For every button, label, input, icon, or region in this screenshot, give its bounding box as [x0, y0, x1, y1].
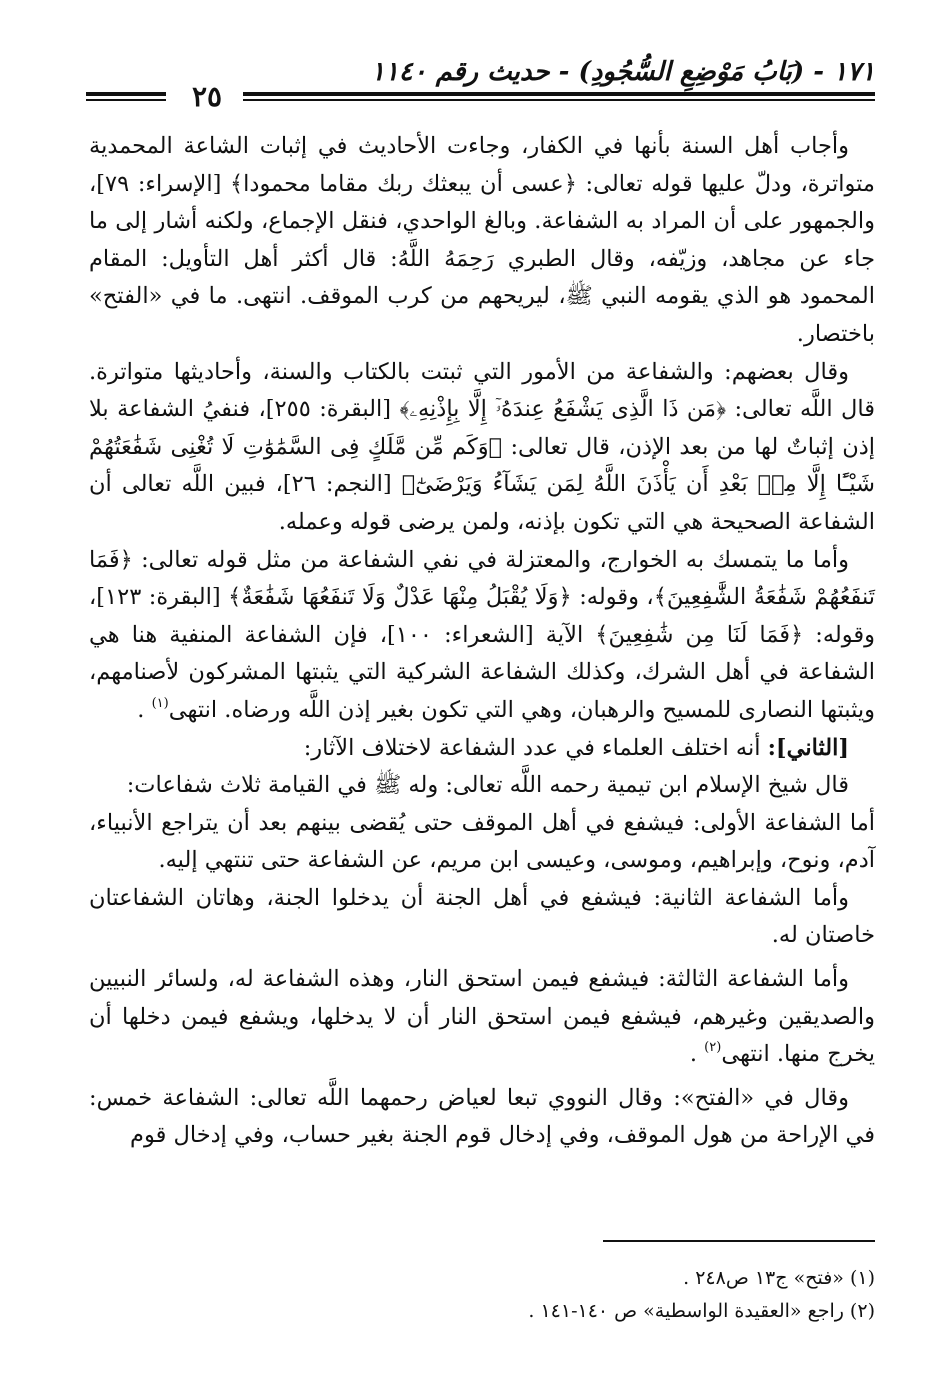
footnote-rule	[603, 1240, 875, 1242]
paragraph-5: قال شيخ الإسلام ابن تيمية رحمه اللَّه تعالى: وله ﷺ في القيامة ثلاث شفاعات:	[126, 772, 849, 799]
paragraph-4	[89, 730, 875, 768]
paragraph-9: وقال في «الفتح»: وقال النووي تبعا لعياض رحمهما اللَّه تعالى: الشفاعة خمس: في الإراحة من هول الموقف، وفي إدخال قوم الجنة بغير حساب، وفي إدخال قوم	[89, 1084, 875, 1149]
paragraph-4-text: أنه اختلف العلماء في عدد الشفاعة لاختلاف الآثار:	[303, 734, 761, 761]
paragraph-3: وأما ما يتمسك به الخوارج، والمعتزلة في نفي الشفاعة من مثل قوله تعالى: ﴿فَمَا تَنفَعُهُمْ شَفَٰعَةُ الشَّٰفِعِينَ﴾، وقوله: ﴿وَلَا يُقْبَلُ مِنْهَا عَدْلٌ وَلَا تَنفَعُهَا شَفَٰعَةٌ﴾ [البقرة: ١٢٣]، وقوله: ﴿فَمَا لَنَا مِن شَٰفِعِينَ﴾ الآية [الشعراء: ١٠٠]، فإن الشفاعة المنفية هنا هي الشفاعة في أهل الشرك، وكذلك الشفاعة الشركية التي يثبتها المشركون لأصنامهم، ويثبتها النصارى للمسيح والرهبان، وهي التي تكون بغير إذن اللَّه ورضاه. انتهى$^{(١)}$ .	[89, 546, 875, 723]
footnote-2: (٢) راجع «العقيدة الواسطية» ص ١٤٠-١٤١ .	[528, 1300, 875, 1322]
header-rule-thick	[243, 92, 875, 96]
term-second: [الثاني]:	[767, 734, 849, 761]
paragraph-8-text: وأما الشفاعة الثالثة: فيشفع فيمن استحق النار، وهذه الشفاعة له، ولسائر النبيين والصديقين وغيرهم، فيشفع فيمن استحق النار أن لا يدخلها، ويشفع فيمن دخلها أن يخرج منها. انتهى	[89, 966, 875, 1068]
header-rule-short-thin	[86, 99, 166, 101]
paragraph-3-text: وأما ما يتمسك به الخوارج، والمعتزلة في نفي الشفاعة من مثل قوله تعالى: ﴿فَمَا تَنفَعُهُمْ شَفَٰعَةُ الشَّٰفِعِينَ﴾، وقوله: ﴿وَلَا يُقْبَلُ مِنْهَا عَدْلٌ وَلَا تَنفَعُهَا شَفَٰعَةٌ﴾ [البقرة: ١٢٣]، وقوله: ﴿فَمَا لَنَا مِن شَٰفِعِينَ﴾ الآية [الشعراء: ١٠٠]، فإن الشفاعة المنفية هنا هي الشفاعة في أهل الشرك، وكذلك الشفاعة الشركية التي يثبتها المشركون لأصنامهم، ويثبتها النصارى للمسيح والرهبان، وهي التي تكون بغير إذن اللَّه ورضاه. انتهى	[89, 546, 875, 723]
paragraph-1: وأجاب أهل السنة بأنها في الكفار، وجاءت الأحاديث في إثبات الشاعة المحمدية متواترة، ودلّ عليها قوله تعالى: ﴿عسى أن يبعثك ربك مقاما محمودا﴾ [الإسراء: ٧٩]، والجمهور على أن المراد به الشفاعة. وبالغ الواحدي، فنقل الإجماع، ولكنه أشار إلى ما جاء عن مجاهد، وزيّفه، وقال الطبري رَحِمَهُ اللَّهُ: قال أكثر أهل التأويل: المقام المحمود هو الذي يقومه النبي ﷺ، ليريحهم من كرب الموقف. انتهى. ما في «الفتح» باختصار.	[89, 133, 875, 347]
footnotes	[89, 1262, 875, 1328]
header-rule-thin	[243, 99, 875, 101]
paragraph-8: وأما الشفاعة الثالثة: فيشفع فيمن استحق النار، وهذه الشفاعة له، ولسائر النبيين والصديقين وغيرهم، فيشفع فيمن استحق النار أن لا يدخلها، ويشفع فيمن دخلها أن يخرج منها. انتهى$^{(٢)}$ .	[89, 966, 875, 1068]
paragraph-2: وقال بعضهم: والشفاعة من الأمور التي ثبتت بالكتاب والسنة، وأحاديثها متواترة. قال اللَّه تعالى: ﴿مَن ذَا الَّذِى يَشْفَعُ عِندَهُۥٓ إِلَّا بِإِذْنِهِۦ﴾ [البقرة: ٢٥٥]، فنفيُ الشفاعة بلا إذن إثباتٌ لها من بعد الإذن، قال تعالى: ﴿وَكَم مِّن مَّلَكٍ فِى السَّمَٰوَٰتِ لَا تُغْنِى شَفَٰعَتُهُمْ شَيْـًٔا إِلَّا مِنۢ بَعْدِ أَن يَأْذَنَ اللَّهُ لِمَن يَشَآءُ وَيَرْضَىٰٓ﴾ [النجم: ٢٦]، فبين اللَّه تعالى أن الشفاعة الصحيحة هي التي تكون بإذنه، ولمن يرضى قوله وعمله.	[89, 358, 876, 535]
paragraph-7: وأما الشفاعة الثانية: فيشفع في أهل الجنة أن يدخلوا الجنة، وهاتان الشفاعتان خاصتان له.	[89, 884, 875, 949]
footnote-mark-1: (١)	[151, 695, 169, 711]
main-text	[89, 128, 875, 1155]
footnote-mark-2: (٢)	[704, 1040, 722, 1056]
header-rule-short-thick	[86, 92, 166, 96]
paragraph-6: أما الشفاعة الأولى: فيشفع في أهل الموقف حتى يُقضى بينهم بعد أن يتراجع الأنبياء، آدم، ونوح، وإبراهيم، وموسى، وعيسى ابن مريم، عن الشفاعة حتى تنتهي إليه.	[89, 809, 875, 874]
page-number: ٢٥	[191, 80, 223, 113]
running-head: ١٧١ - (بَابُ مَوْضِعِ السُّجُودِ) - حديث رقم ١١٤٠	[370, 57, 875, 87]
footnote-1: (١) «فتح» ج١٣ ص٢٤٨ .	[683, 1267, 875, 1289]
